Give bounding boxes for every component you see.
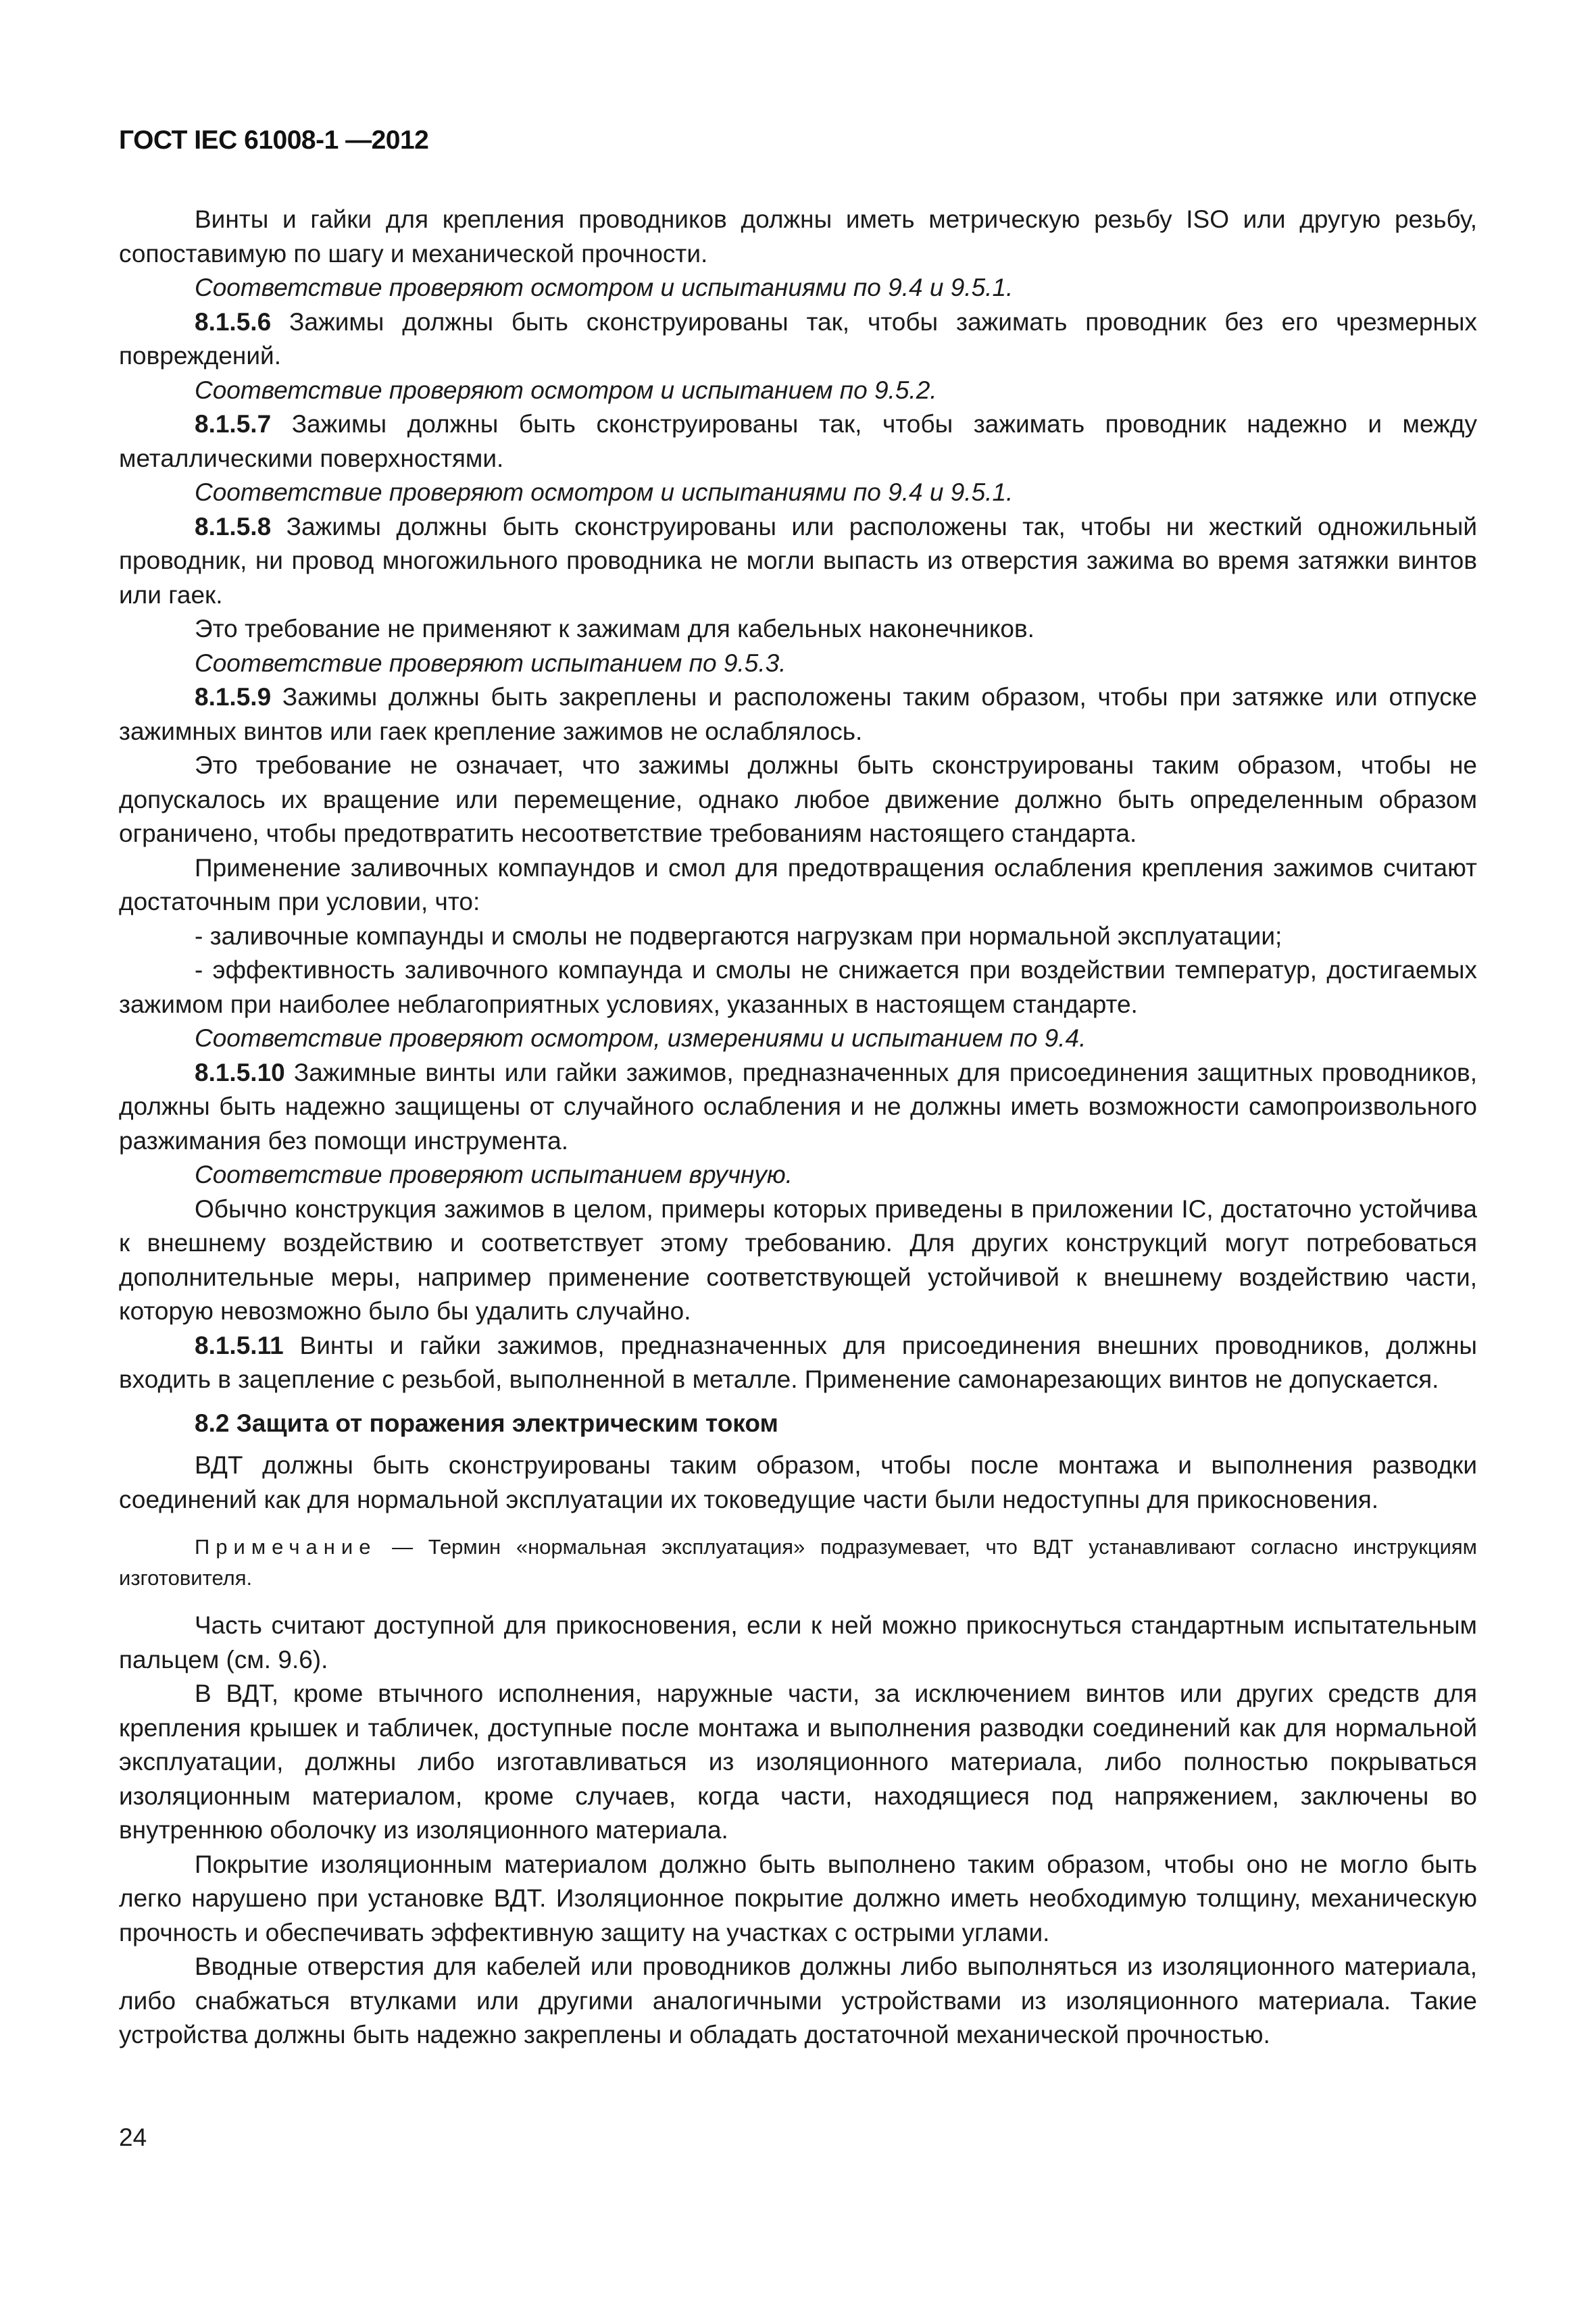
clause-8-1-5-8 xyxy=(119,510,1477,613)
clause-text: Зажимы должны быть сконструированы так, чтобы зажимать проводник без его чрезмерных повреждений. xyxy=(119,307,1477,370)
clause-8-1-5-6 xyxy=(119,305,1477,374)
clause-number: 8.1.5.9 xyxy=(195,683,272,711)
clause-text: Зажимные винты или гайки зажимов, предназначенных для присоединения защитных проводников, должны быть надежно защищены от случайного ослабления и не должны иметь возможности самопроизвольного разжимания без помощи инструмента. xyxy=(119,1058,1477,1155)
paragraph: ВДТ должны быть сконструированы таким образом, чтобы после монтажа и выполнения разводки соединений как для нормальной эксплуатации их токоведущие части были недоступны для прикосновения. xyxy=(119,1451,1477,1513)
compliance-note: Соответствие проверяют осмотром и испытаниями по 9.4 и 9.5.1. xyxy=(195,274,1014,301)
paragraph: Обычно конструкция зажимов в целом, примеры которых приведены в приложении IC, достаточно устойчива к внешнему воздействию и соответствует этому требованию. Для других конструкций могут потребоваться дополнительные меры, например применение соответствующей устойчивой к внешнему воздействию части, которую невозможно было бы удалить случайно. xyxy=(119,1194,1477,1325)
paragraph: Вводные отверстия для кабелей или проводников должны либо выполняться из изоляционного материала, либо снабжаться втулками или другими аналогичными устройствами из изоляционного материала. Такие устройства должны быть надежно закреплены и обладать достаточной механической прочностью. xyxy=(119,1953,1477,2048)
paragraph: Покрытие изоляционным материалом должно быть выполнено таким образом, чтобы оно не могло быть легко нарушено при установке ВДТ. Изоляционное покрытие должно иметь необходимую толщину, механическую прочность и обеспечивать эффективную защиту на участках с острыми углами. xyxy=(119,1850,1477,1946)
paragraph: В ВДТ, кроме втычного исполнения, наружные части, за исключением винтов или других средств для крепления крышек и табличек, доступные после монтажа и выполнения разводки соединений как для нормальной эксплуатации, должны либо изготавливаться из изоляционного материала, либо полностью покрываться изоляционным материалом, кроме случаев, когда части, находящиеся под напряжением, заключены во внутреннюю оболочку из изоляционного материала. xyxy=(119,1680,1477,1844)
section-heading-8-2: 8.2 Защита от поражения электрическим током xyxy=(195,1409,778,1437)
clause-text: Зажимы должны быть сконструированы или расположены так, чтобы ни жесткий одножильный проводник, ни провод многожильного проводника не могли выпасть из отверстия зажима во время затяжки винтов или гаек. xyxy=(119,512,1477,609)
compliance-note: Соответствие проверяют испытанием по 9.5.3. xyxy=(195,649,787,677)
clause-number: 8.1.5.11 xyxy=(195,1331,284,1359)
paragraph: Применение заливочных компаундов и смол для предотвращения ослабления крепления зажимов считают достаточным при условии, что: xyxy=(119,853,1477,915)
list-item: - эффективность заливочного компаунда и смолы не снижается при воздействии температур, достигаемых зажимом при наиболее неблагоприятных условиях, указанных в настоящем стандарте. xyxy=(119,956,1477,1018)
compliance-note: Соответствие проверяют осмотром и испытаниями по 9.4 и 9.5.1. xyxy=(195,478,1014,506)
clause-number: 8.1.5.6 xyxy=(195,307,272,336)
paragraph: Часть считают доступной для прикосновения, если к ней можно прикоснуться стандартным испытательным пальцем (см. 9.6). xyxy=(119,1611,1477,1674)
document-header: ГОСТ IEC 61008-1 —2012 xyxy=(119,126,429,155)
clause-8-1-5-9 xyxy=(119,680,1477,749)
compliance-note: Соответствие проверяют осмотром, измерениями и испытанием по 9.4. xyxy=(195,1024,1087,1052)
document-body xyxy=(119,203,1477,2053)
clause-text: Винты и гайки зажимов, предназначенных для присоединения внешних проводников, должны входить в зацепление с резьбой, выполненной в металле. Применение самонарезающих винтов не допускается. xyxy=(119,1331,1477,1393)
clause-8-1-5-7 xyxy=(119,407,1477,476)
paragraph: Это требование не означает, что зажимы должны быть сконструированы таким образом, чтобы не допускалось их вращение или перемещение, однако любое движение должно быть определенным образом ограничено, чтобы предотвратить несоответствие требованиям настоящего стандарта. xyxy=(119,751,1477,847)
list-item: - заливочные компаунды и смолы не подвергаются нагрузкам при нормальной эксплуатации; xyxy=(195,922,1282,950)
clause-number: 8.1.5.10 xyxy=(195,1058,285,1086)
note-label: Примечание xyxy=(195,1535,377,1559)
clause-number: 8.1.5.7 xyxy=(195,410,272,438)
clause-8-1-5-11 xyxy=(119,1329,1477,1397)
clause-text: Зажимы должны быть сконструированы так, чтобы зажимать проводник надежно и между металлическими поверхностями. xyxy=(119,410,1477,472)
clause-number: 8.1.5.8 xyxy=(195,512,272,540)
paragraph: Это требование не применяют к зажимам для кабельных наконечников. xyxy=(195,615,1034,643)
paragraph: Винты и гайки для крепления проводников должны иметь метрическую резьбу ISO или другую резьбу, сопоставимую по шагу и механической прочности. xyxy=(119,205,1477,268)
clause-8-1-5-10 xyxy=(119,1056,1477,1159)
note-text: — Термин «нормальная эксплуатация» подразумевает, что ВДТ устанавливают согласно инструкциям изготовителя. xyxy=(119,1535,1477,1590)
compliance-note: Соответствие проверяют испытанием вручную. xyxy=(195,1161,793,1188)
compliance-note: Соответствие проверяют осмотром и испытанием по 9.5.2. xyxy=(195,376,937,404)
page-number: 24 xyxy=(119,2123,147,2151)
note xyxy=(119,1532,1477,1594)
clause-text: Зажимы должны быть закреплены и расположены таким образом, чтобы при затяжке или отпуске зажимных винтов или гаек крепление зажимов не ослаблялось. xyxy=(119,683,1477,745)
